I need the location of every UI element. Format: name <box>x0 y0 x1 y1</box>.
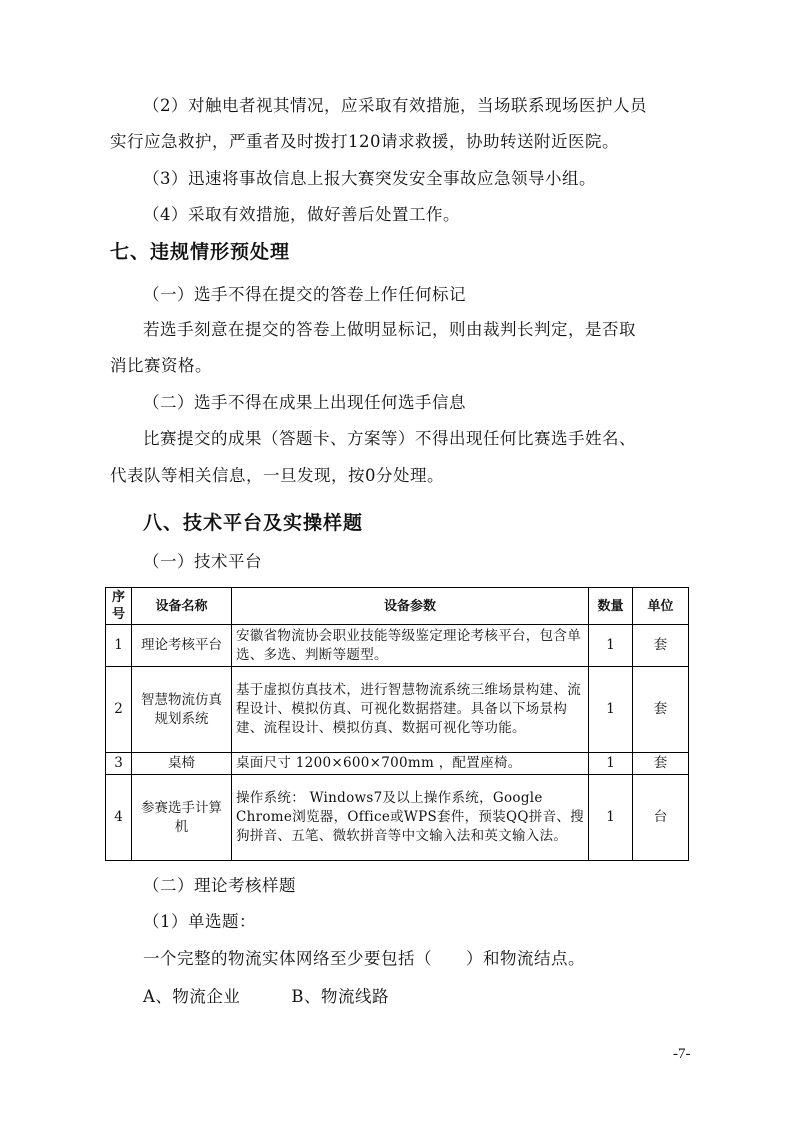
paragraph-line: 消比赛资格。 <box>110 356 212 375</box>
cell-name: 桌椅 <box>132 753 232 775</box>
cell-qty: 1 <box>589 775 633 861</box>
header-params: 设备参数 <box>232 588 589 625</box>
cell-qty: 1 <box>589 753 633 775</box>
subheading: （二）理论考核样题 <box>143 876 296 895</box>
cell-unit: 套 <box>633 625 689 667</box>
cell-params: 基于虚拟仿真技术，进行智慧物流系统三维场景构建、流程设计、模拟仿真、可视化数据搭建。具备以下场景构建、流程设计、模拟仿真、数据可视化等功能。 <box>232 667 589 753</box>
header-name: 设备名称 <box>132 588 232 625</box>
table-row <box>106 625 689 667</box>
cell-name: 参赛选手计算机 <box>132 775 232 861</box>
header-no: 序号 <box>106 588 132 625</box>
paragraph-line: （3）迅速将事故信息上报大赛突发安全事故应急领导小组。 <box>143 169 596 188</box>
cell-unit: 台 <box>633 775 689 861</box>
paragraph-line: 代表队等相关信息，一旦发现，按0分处理。 <box>110 466 444 485</box>
paragraph-line: 比赛提交的成果（答题卡、方案等）不得出现任何比赛选手姓名、 <box>143 429 636 448</box>
table-row <box>106 667 689 753</box>
cell-name: 智慧物流仿真规划系统 <box>132 667 232 753</box>
header-qty: 数量 <box>589 588 633 625</box>
question-text: 一个完整的物流实体网络至少要包括（ ）和物流结点。 <box>143 949 585 968</box>
cell-no: 2 <box>106 667 132 753</box>
table-row <box>106 775 689 861</box>
subheading: （一）选手不得在提交的答卷上作任何标记 <box>143 285 466 304</box>
header-unit: 单位 <box>633 588 689 625</box>
cell-no: 1 <box>106 625 132 667</box>
page-number: -7- <box>673 1046 691 1062</box>
cell-unit: 套 <box>633 667 689 753</box>
paragraph-line: （4）采取有效措施，做好善后处置工作。 <box>143 205 460 224</box>
subheading: （一）技术平台 <box>143 552 262 571</box>
answer-options: A、物流企业 B、物流线路 <box>143 987 390 1006</box>
cell-qty: 1 <box>589 667 633 753</box>
cell-unit: 套 <box>633 753 689 775</box>
paragraph-line: 实行应急救护，严重者及时拨打120请求救援，协助转送附近医院。 <box>110 132 619 151</box>
table-header-row <box>106 588 689 625</box>
cell-params: 操作系统： Windows7及以上操作系统，Google Chrome浏览器，Office或WPS套件，预装QQ拼音、搜狗拼音、五笔、微软拼音等中文输入法和英文输入法。 <box>232 775 589 861</box>
section-heading-8: 八、技术平台及实操样题 <box>143 512 364 534</box>
cell-no: 3 <box>106 753 132 775</box>
question-type: （1）单选题： <box>143 912 256 931</box>
cell-no: 4 <box>106 775 132 861</box>
cell-name: 理论考核平台 <box>132 625 232 667</box>
cell-params: 安徽省物流协会职业技能等级鉴定理论考核平台，包含单选、多选、判断等题型。 <box>232 625 589 667</box>
subheading: （二）选手不得在成果上出现任何选手信息 <box>143 393 466 412</box>
paragraph-line: 若选手刻意在提交的答卷上做明显标记，则由裁判长判定，是否取 <box>143 320 636 339</box>
equipment-table <box>105 587 689 861</box>
paragraph-line: （2）对触电者视其情况，应采取有效措施，当场联系现场医护人员 <box>143 96 647 115</box>
table-row <box>106 753 689 775</box>
cell-qty: 1 <box>589 625 633 667</box>
section-heading-7: 七、违规情形预处理 <box>110 241 291 263</box>
cell-params: 桌面尺寸 1200×600×700mm ，配置座椅。 <box>232 753 589 775</box>
